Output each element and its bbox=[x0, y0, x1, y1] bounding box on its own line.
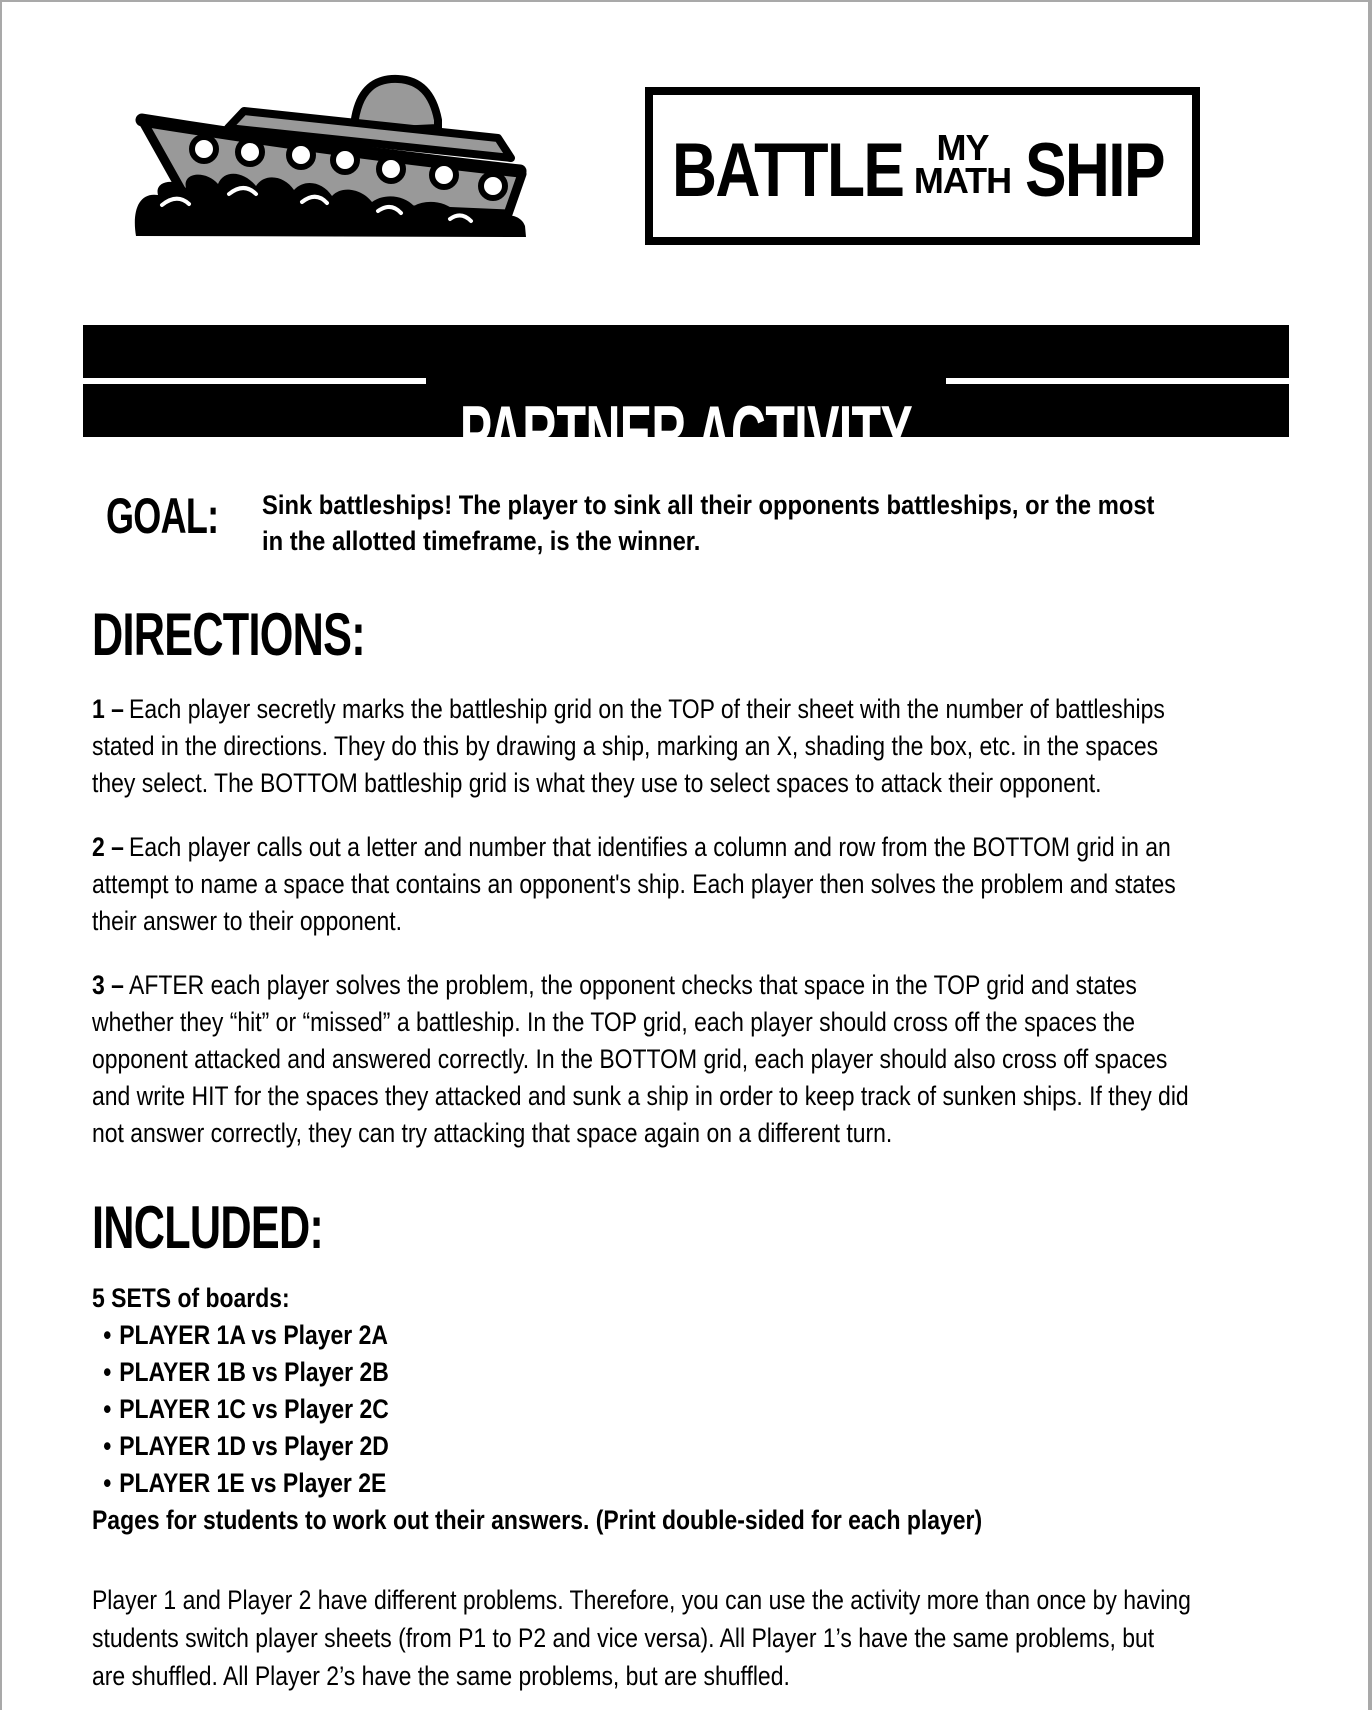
partner-activity-banner bbox=[83, 325, 1289, 478]
list-item-label: PLAYER 1A vs Player 2A bbox=[119, 1320, 388, 1350]
logo-stack bbox=[913, 126, 1012, 201]
banner-line-right bbox=[946, 378, 1289, 384]
list-item-label: PLAYER 1C vs Player 2C bbox=[119, 1394, 389, 1424]
list-item bbox=[92, 1465, 1192, 1502]
bullet-icon: • bbox=[103, 1320, 112, 1350]
logo-word-ship-wrap bbox=[1025, 128, 1173, 213]
step-2-number: 2 – bbox=[92, 832, 124, 862]
included-heading: INCLUDED: bbox=[92, 1194, 324, 1261]
logo-word-ship: SHIP bbox=[1025, 128, 1165, 213]
step-3-text: AFTER each player solves the problem, the opponent checks that space in the TOP grid and states whether they “hit” or “missed” a battleship. In the TOP grid, each player should cross off the spaces the opponent attacked and answered correctly. In the BOTTOM grid, each player should also cross off spaces and write HIT for the spaces they attacked and sunk a ship in order to keep track of sunken ships. If they did not answer correctly, they can try attacking that space again on a different turn. bbox=[92, 970, 1189, 1148]
logo-word-battle: BATTLE bbox=[671, 128, 904, 213]
list-item-label: PLAYER 1B vs Player 2B bbox=[119, 1357, 389, 1387]
step-1-text: Each player secretly marks the battleship grid on the TOP of their sheet with the number of battleships stated in the directions. They do this by drawing a ship, marking an X, shading the box, etc. in the spaces they select. The BOTTOM battleship grid is what they use to select spaces to attack their opponent. bbox=[92, 694, 1165, 798]
footer-paragraph: Player 1 and Player 2 have different problems. Therefore, you can use the activity more than once by having students switch player sheets (from P1 to P2 and vice versa). All Player 1’s have the same problems, but are shuffled. All Player 2’s have the same problems, but are shuffled. bbox=[92, 1585, 1191, 1691]
included-heading-row bbox=[92, 1194, 1192, 1261]
banner-title-box bbox=[426, 325, 946, 478]
included-intro: 5 SETS of boards: bbox=[92, 1283, 290, 1313]
logo-box bbox=[645, 87, 1200, 245]
content bbox=[92, 487, 1192, 1695]
list-item bbox=[92, 1354, 1192, 1391]
list-item-label: PLAYER 1D vs Player 2D bbox=[119, 1431, 389, 1461]
banner-line-left bbox=[83, 378, 426, 384]
goal-section bbox=[92, 487, 1192, 559]
direction-step-1 bbox=[92, 691, 1192, 802]
step-3-number: 3 – bbox=[92, 970, 124, 1000]
goal-label: GOAL: bbox=[106, 488, 219, 544]
step-2-text: Each player calls out a letter and number that identifies a column and row from the BOTTOM grid in an attempt to name a space that contains an opponent's ship. Each player then solves the problem and states their answer to their opponent. bbox=[92, 832, 1176, 936]
list-item bbox=[92, 1391, 1192, 1428]
included-list-block bbox=[92, 1280, 1192, 1695]
banner-title: PARTNER ACTIVITY bbox=[459, 389, 913, 478]
header bbox=[2, 2, 1368, 325]
bullet-icon: • bbox=[103, 1357, 112, 1387]
logo-stack-math: MATH bbox=[913, 160, 1012, 201]
directions-heading: DIRECTIONS: bbox=[92, 601, 365, 668]
cruise-ship-icon bbox=[132, 54, 527, 239]
directions-steps bbox=[92, 691, 1192, 1152]
goal-text: Sink battleships! The player to sink all their opponents battleships, or the most in the allotted timeframe, is the winner. bbox=[262, 490, 1155, 556]
goal-text-wrap bbox=[262, 487, 1177, 559]
direction-step-2 bbox=[92, 829, 1192, 940]
bullet-icon: • bbox=[103, 1431, 112, 1461]
list-item bbox=[92, 1317, 1192, 1354]
list-item-label: PLAYER 1E vs Player 2E bbox=[119, 1468, 387, 1498]
step-1-number: 1 – bbox=[92, 694, 124, 724]
bullet-icon: • bbox=[103, 1468, 112, 1498]
bullet-icon: • bbox=[103, 1394, 112, 1424]
direction-step-3 bbox=[92, 967, 1192, 1152]
logo-stack-my: MY bbox=[936, 126, 989, 168]
logo-word-battle-wrap bbox=[671, 128, 904, 213]
directions-heading-row bbox=[92, 601, 1192, 668]
list-item bbox=[92, 1428, 1192, 1465]
included-note: Pages for students to work out their answers. (Print double-sided for each player) bbox=[92, 1505, 983, 1535]
goal-label-wrap bbox=[106, 487, 262, 559]
